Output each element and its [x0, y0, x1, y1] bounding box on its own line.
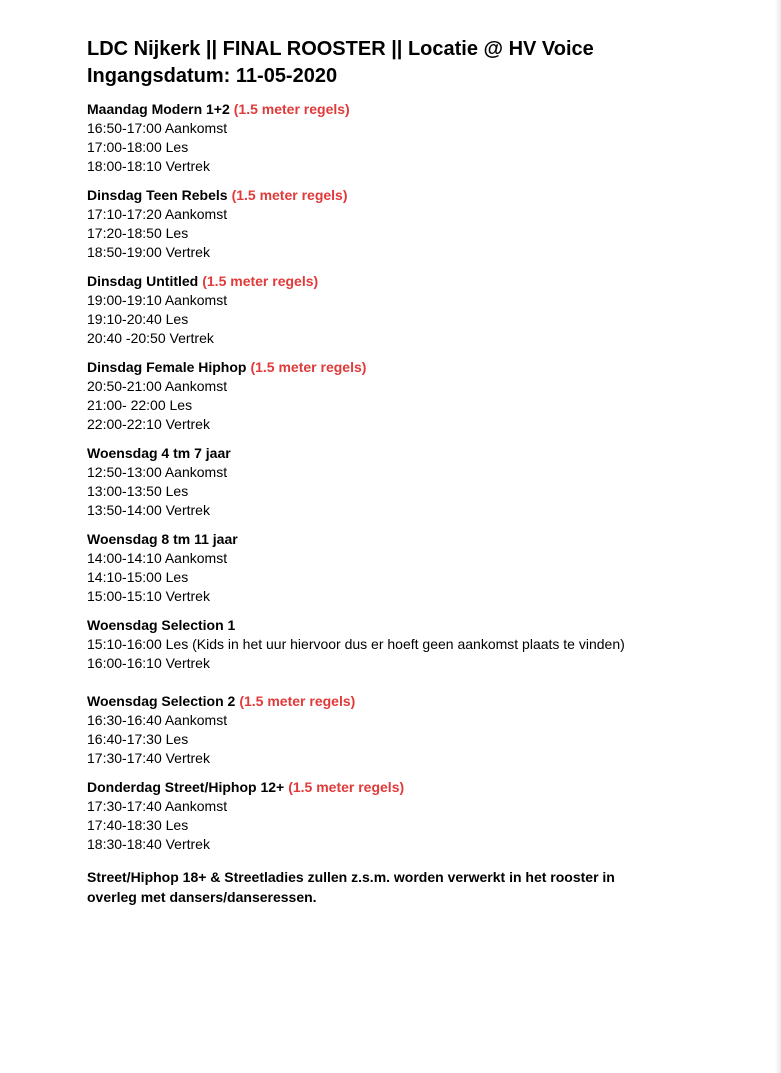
schedule-section [87, 444, 747, 520]
schedule-row: 14:00-14:10 Aankomst [87, 550, 228, 566]
schedule-row: 18:00-18:10 Vertrek [87, 158, 210, 174]
distance-rules-badge: (1.5 meter regels) [202, 273, 319, 289]
section-heading [87, 692, 747, 711]
distance-rules-badge: (1.5 meter regels) [239, 693, 356, 709]
schedule-row: 17:10-17:20 Aankomst [87, 206, 228, 222]
distance-rules-badge: (1.5 meter regels) [233, 101, 350, 117]
section-heading [87, 530, 747, 549]
schedule-row: 14:10-15:00 Les [87, 569, 189, 585]
schedule-row: 16:00-16:10 Vertrek [87, 655, 210, 671]
schedule-row: 20:40 -20:50 Vertrek [87, 330, 214, 346]
schedule-section [87, 530, 747, 606]
page-edge-shadow [775, 0, 781, 1073]
section-title: Woensdag Selection 1 [87, 617, 236, 633]
schedule-row: 17:30-17:40 Aankomst [87, 798, 228, 814]
schedule-row: 21:00- 22:00 Les [87, 397, 193, 413]
schedule-row: 16:50-17:00 Aankomst [87, 120, 228, 136]
section-heading [87, 444, 747, 463]
section-title: Woensdag Selection 2 [87, 693, 236, 709]
schedule-row: 17:20-18:50 Les [87, 225, 189, 241]
section-title: Dinsdag Untitled [87, 273, 199, 289]
schedule-section [87, 100, 747, 176]
section-heading [87, 100, 747, 119]
schedule-section [87, 616, 747, 673]
schedule-row: 18:30-18:40 Vertrek [87, 836, 210, 852]
schedule-section [87, 692, 747, 768]
schedule-section [87, 778, 747, 854]
schedule-row: 13:00-13:50 Les [87, 483, 189, 499]
schedule-row: 17:30-17:40 Vertrek [87, 750, 210, 766]
schedule-row: 13:50-14:00 Vertrek [87, 502, 210, 518]
schedule-row: 20:50-21:00 Aankomst [87, 378, 228, 394]
schedule-row: 15:00-15:10 Vertrek [87, 588, 210, 604]
schedule-row: 17:00-18:00 Les [87, 139, 189, 155]
title-line-1: LDC Nijkerk || FINAL ROOSTER || Locatie @ HV Voice [87, 38, 594, 60]
section-title: Woensdag 4 tm 7 jaar [87, 445, 231, 461]
schedule-section [87, 272, 747, 348]
section-heading [87, 186, 747, 205]
section-heading [87, 272, 747, 291]
title-line-2: Ingangsdatum: 11-05-2020 [87, 65, 338, 87]
footer-note: Street/Hiphop 18+ & Streetladies zullen z.s.m. worden verwerkt in het rooster in overleg met dansers/danseressen. [87, 869, 615, 905]
schedule-row: 22:00-22:10 Vertrek [87, 416, 210, 432]
page-title [87, 36, 747, 90]
schedule-row: 18:50-19:00 Vertrek [87, 244, 210, 260]
section-heading [87, 616, 747, 635]
section-title: Maandag Modern 1+2 [87, 101, 230, 117]
distance-rules-badge: (1.5 meter regels) [288, 779, 405, 795]
schedule-row: 17:40-18:30 Les [87, 817, 189, 833]
section-title: Donderdag Street/Hiphop 12+ [87, 779, 285, 795]
schedule-row: 15:10-16:00 Les (Kids in het uur hiervoor dus er hoeft geen aankomst plaats te vinden) [87, 636, 625, 652]
distance-rules-badge: (1.5 meter regels) [231, 187, 348, 203]
schedule-sections [87, 100, 747, 854]
schedule-row: 19:00-19:10 Aankomst [87, 292, 228, 308]
schedule-row: 19:10-20:40 Les [87, 311, 189, 327]
section-title: Dinsdag Female Hiphop [87, 359, 247, 375]
section-heading [87, 778, 747, 797]
distance-rules-badge: (1.5 meter regels) [250, 359, 367, 375]
schedule-section [87, 358, 747, 434]
section-title: Dinsdag Teen Rebels [87, 187, 228, 203]
schedule-row: 16:30-16:40 Aankomst [87, 712, 228, 728]
section-heading [87, 358, 747, 377]
schedule-section [87, 186, 747, 262]
schedule-row: 16:40-17:30 Les [87, 731, 189, 747]
schedule-content [87, 36, 747, 907]
schedule-row: 12:50-13:00 Aankomst [87, 464, 228, 480]
section-title: Woensdag 8 tm 11 jaar [87, 531, 238, 547]
